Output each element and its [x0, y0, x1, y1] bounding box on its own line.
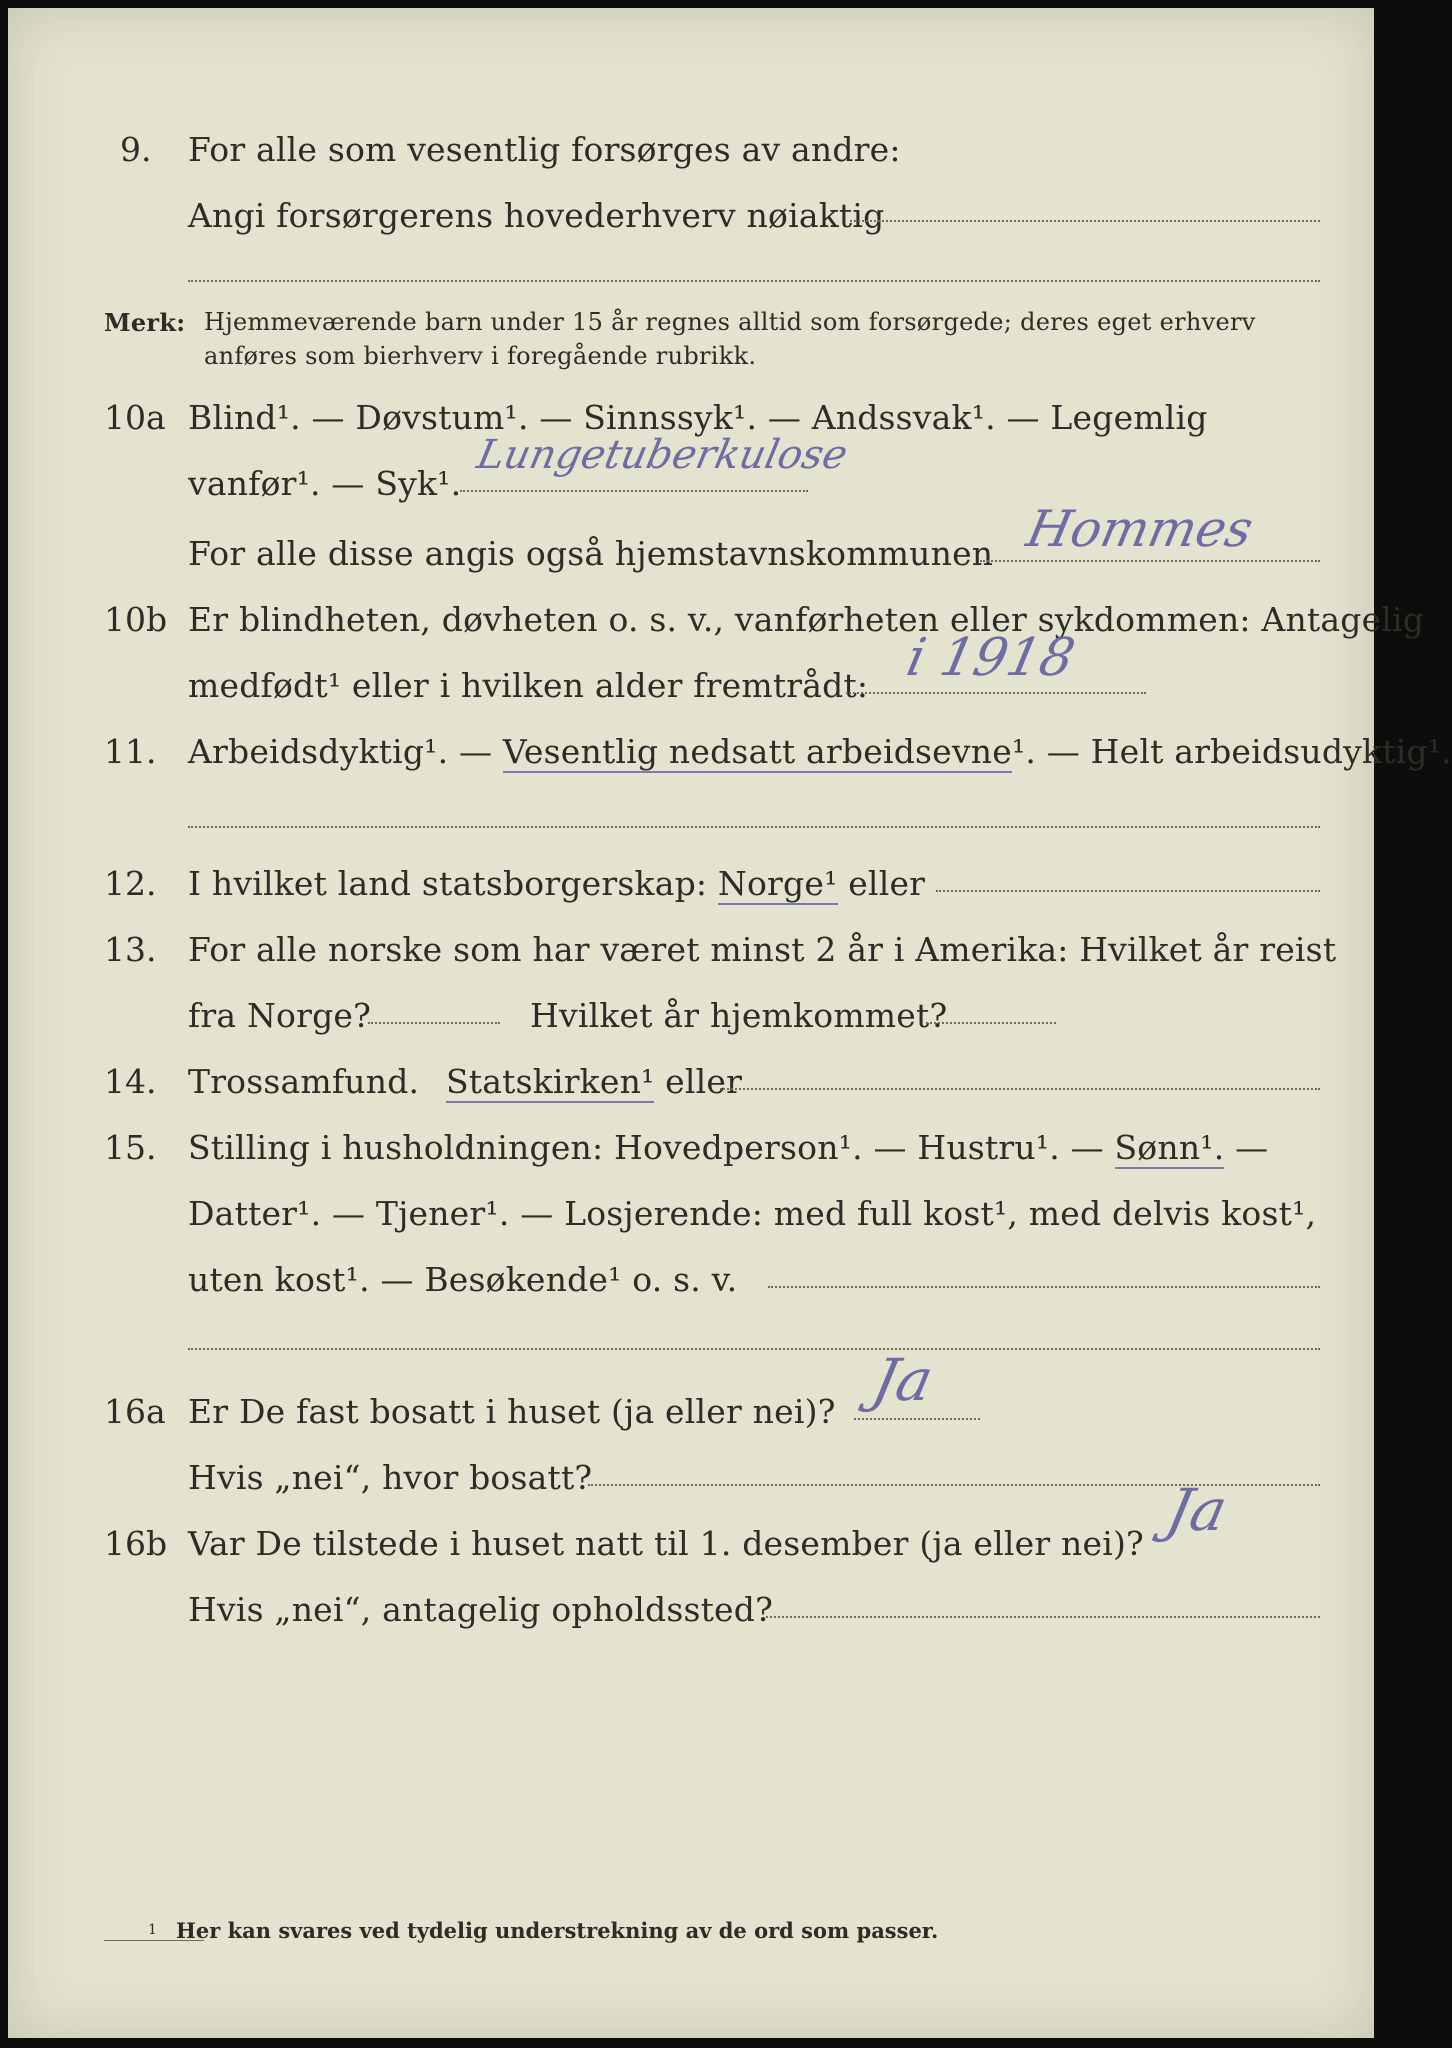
q11-part1: Arbeidsdyktig¹. — — [188, 732, 503, 771]
q10b-line2: medfødt¹ eller i hvilken alder fremtrådt: — [188, 666, 869, 705]
q10a-handwritten-kommune: Hommes — [1021, 500, 1258, 558]
q16a-answer-line — [854, 1418, 980, 1420]
q10a-line3: For alle disse angis også hjemstavnskommunen — [188, 534, 994, 573]
q16a-line2: Hvis „nei“, hvor bosatt? — [188, 1458, 593, 1497]
q14-answer-line — [720, 1088, 1320, 1090]
q9-answer-line-2 — [188, 280, 1320, 282]
q13-line1: For alle norske som har været minst 2 år i Amerika: Hvilket år reist — [188, 930, 1337, 969]
q16a-line1: Er De fast bosatt i huset (ja eller nei)? — [188, 1392, 836, 1431]
q11-line — [188, 732, 1452, 771]
q10a-syk-line — [460, 490, 808, 492]
q9-line1: For alle som vesentlig forsørges av andre: — [188, 130, 901, 169]
q16b-number: 16b — [104, 1524, 168, 1563]
q15-line2: Datter¹. — Tjener¹. — Losjerende: med full kost¹, med delvis kost¹, — [188, 1194, 1317, 1233]
q16b-opholdssted-line — [766, 1616, 1320, 1618]
q10b-line1: Er blindheten, døvheten o. s. v., vanførheten eller sykdommen: Antagelig — [188, 600, 1425, 639]
q15-line1 — [188, 1128, 1268, 1167]
q15-extra-line — [188, 1348, 1320, 1350]
q11-number: 11. — [104, 732, 157, 771]
footnote-text: Her kan svares ved tydelig understrekning av de ord som passer. — [176, 1918, 939, 1943]
q13-reist-line — [368, 1022, 500, 1024]
q13-hjemkommet-line — [926, 1022, 1056, 1024]
note-label: Merk: — [104, 308, 186, 337]
q14-line — [446, 1062, 742, 1101]
q9-number: 9. — [120, 130, 152, 169]
q12-number: 12. — [104, 864, 157, 903]
q10a-line2: vanfør¹. — Syk¹. — [188, 464, 462, 503]
q11-extra-line — [188, 826, 1320, 828]
q15-number: 15. — [104, 1128, 157, 1167]
q13-line2a: fra Norge? — [188, 996, 372, 1035]
q15-underlined-answer: Sønn¹. — [1114, 1128, 1225, 1167]
q16b-line2: Hvis „nei“, antagelig opholdssted? — [188, 1590, 773, 1629]
q9-answer-line — [850, 220, 1320, 222]
q15-line1c: — — [1224, 1128, 1269, 1167]
q14-number: 14. — [104, 1062, 157, 1101]
footnote-marker: 1 — [148, 1922, 157, 1938]
q12-answer-line — [936, 890, 1320, 892]
q10a-kommune-line — [980, 560, 1320, 562]
q12-line — [188, 864, 925, 903]
q14-underlined-answer: Statskirken¹ — [446, 1062, 655, 1101]
q11-part3: ¹. — Helt arbeidsudyktig¹. — [1011, 732, 1452, 771]
note-line1: Hjemmeværende barn under 15 år regnes alltid som forsørgede; deres eget erhverv — [204, 308, 1256, 336]
q10b-handwritten-answer: i 1918 — [901, 628, 1080, 688]
q10b-number: 10b — [104, 600, 168, 639]
q13-number: 13. — [104, 930, 157, 969]
census-form-page — [8, 8, 1452, 2038]
q16a-number: 16a — [104, 1392, 166, 1431]
q12-underlined-answer: Norge¹ — [717, 864, 838, 903]
q16b-handwritten-answer: Ja — [1160, 1476, 1234, 1544]
q15-line1a: Stilling i husholdningen: Hovedperson¹. — Hustru¹. — — [188, 1128, 1115, 1167]
q10a-handwritten-syk: Lungetuberkulose — [473, 432, 852, 478]
q12-part1: I hvilket land statsborgerskap: — [188, 864, 718, 903]
q16a-handwritten-answer: Ja — [866, 1346, 940, 1414]
q16b-line1: Var De tilstede i huset natt til 1. desember (ja eller nei)? — [188, 1524, 1144, 1563]
q15-line3: uten kost¹. — Besøkende¹ o. s. v. — [188, 1260, 738, 1299]
q13-line2b: Hvilket år hjemkommet? — [530, 996, 948, 1035]
q10a-number: 10a — [104, 398, 166, 437]
q12-part3: eller — [837, 864, 926, 903]
q10a-line1: Blind¹. — Døvstum¹. — Sinnssyk¹. — Andssvak¹. — Legemlig — [188, 398, 1208, 437]
q14-part3: eller — [654, 1062, 743, 1101]
q14-part1: Trossamfund. — [188, 1062, 420, 1101]
q9-line2: Angi forsørgerens hovederhverv nøiaktig — [188, 196, 885, 235]
q10b-answer-line — [846, 692, 1146, 694]
q11-underlined-answer: Vesentlig nedsatt arbeidsevne — [502, 732, 1012, 771]
note-line2: anføres som bierhverv i foregående rubrikk. — [204, 342, 757, 370]
q15-answer-line — [768, 1286, 1320, 1288]
